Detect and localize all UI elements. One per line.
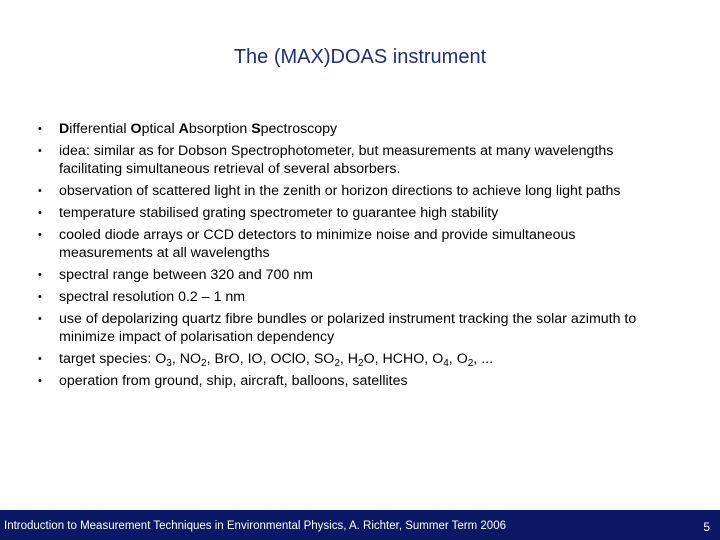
page-number: 5 xyxy=(703,520,710,534)
bullet-item xyxy=(0,310,720,346)
bullet-item xyxy=(0,372,720,390)
bullet-list xyxy=(0,120,720,394)
bullet-text: idea: similar as for Dobson Spectrophotometer, but measurements at many wavelengths facilitating simultaneous retrieval of several absorbers. xyxy=(59,143,614,177)
bullet-item xyxy=(0,120,720,138)
bullet-item xyxy=(0,288,720,306)
bullet-text: temperature stabilised grating spectrometer to guarantee high stability xyxy=(59,205,499,221)
footer-bar xyxy=(0,510,720,540)
bullet-item xyxy=(0,350,720,368)
bullet-marker: • xyxy=(38,123,42,135)
bullet-item xyxy=(0,142,720,178)
bullet-text: spectral resolution 0.2 – 1 nm xyxy=(59,289,246,305)
bullet-text: cooled diode arrays or CCD detectors to minimize noise and provide simultaneous measurements at all wavelengths xyxy=(59,227,576,261)
bullet-item xyxy=(0,226,720,262)
bullet-marker: • xyxy=(38,229,42,241)
bullet-item xyxy=(0,182,720,200)
slide-title: The (MAX)DOAS instrument xyxy=(233,46,487,68)
bullet-marker: • xyxy=(38,313,42,325)
bullet-marker: • xyxy=(38,291,42,303)
bullet-marker: • xyxy=(38,145,42,157)
footer-text: Introduction to Measurement Techniques in Environmental Physics, A. Richter, Summer Term 2006 xyxy=(4,520,506,532)
bullet-marker: • xyxy=(38,207,42,219)
bullet-text: target species: $O_3$, $NO_2$, BrO, IO, OClO, $SO_2$, $H_2O$, HCHO, $O_4$, $O_2$, ... xyxy=(59,351,494,369)
bullet-text: spectral range between 320 and 700 nm xyxy=(59,267,313,283)
bullet-text: operation from ground, ship, aircraft, balloons, satellites xyxy=(59,373,408,389)
bullet-text: observation of scattered light in the zenith or horizon directions to achieve long light paths xyxy=(59,183,621,199)
bullet-marker: • xyxy=(38,353,42,365)
bullet-text: use of depolarizing quartz fibre bundles or polarized instrument tracking the solar azimuth to minimize impact of polarisation dependency xyxy=(59,311,637,345)
bullet-marker: • xyxy=(38,269,42,281)
bullet-marker: • xyxy=(38,375,42,387)
bullet-item xyxy=(0,204,720,222)
bullet-marker: • xyxy=(38,185,42,197)
bullet-text: Differential Optical Absorption Spectroscopy xyxy=(59,121,338,137)
bullet-item xyxy=(0,266,720,284)
